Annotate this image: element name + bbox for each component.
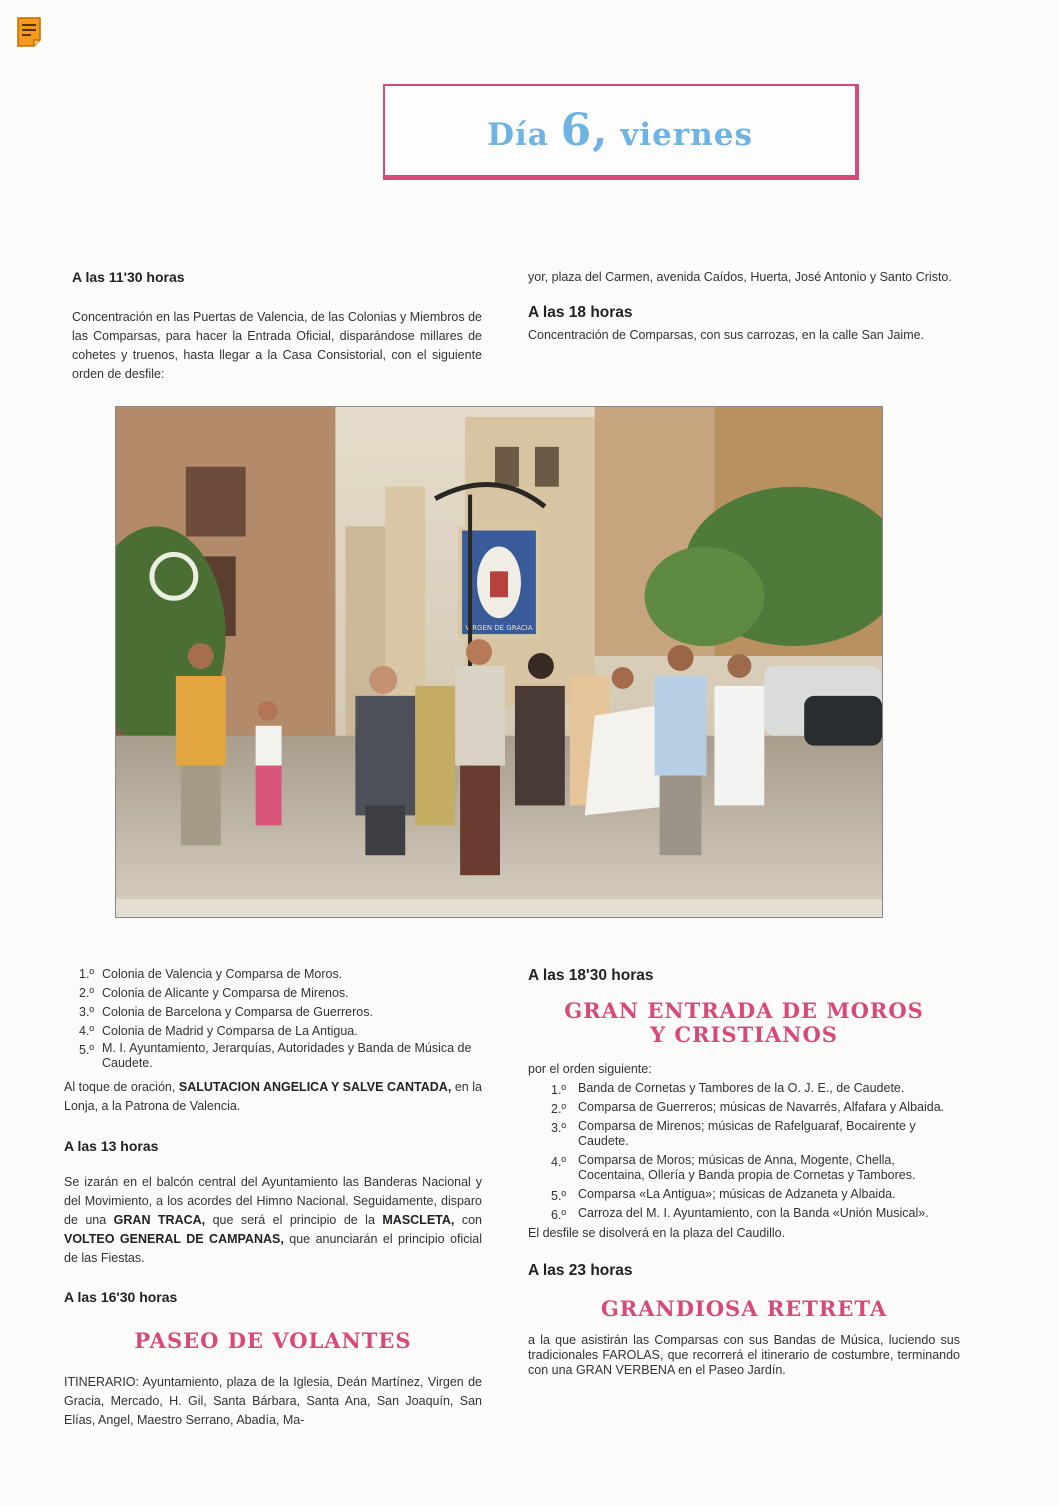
hour-23: A las 23 horas — [528, 1262, 633, 1279]
text-18: Concentración de Comparsas, con sus carrozas, en la calle San Jaime. — [528, 328, 925, 342]
document-icon[interactable] — [16, 16, 44, 48]
entrada-order-list — [528, 1081, 960, 1225]
hour-1830: A las 18'30 horas — [528, 967, 654, 984]
list-item: 6.º Carroza del M. I. Ayuntamiento, con la Banda «Unión Musical». — [551, 1206, 929, 1222]
itinerary-continuation: yor, plaza del Carmen, avenida Caídos, Huerta, José Antonio y Santo Cristo. — [528, 270, 952, 284]
title-box — [383, 84, 859, 180]
banner-text: VIRGEN DE GRACIA — [465, 624, 533, 633]
procession-photo — [115, 406, 883, 918]
closing-text: El desfile se disolverá en la plaza del Caudillo. — [528, 1226, 786, 1240]
list-item: 1.º Colonia de Valencia y Comparsa de Moros. — [79, 967, 343, 981]
angelus-text: Al toque de oración, SALUTACION ANGELICA Y SALVE CANTADA, en la Lonja, a la Patrona de Valencia. — [64, 1080, 482, 1113]
list-item: 4.º Colonia de Madrid y Comparsa de La Antigua. — [79, 1024, 358, 1038]
list-item: 1.º Banda de Cornetas y Tambores de la O. J. E., de Caudete. — [551, 1081, 905, 1097]
heading-grandiosa-retreta: GRANDIOSA RETRETA — [600, 1296, 888, 1321]
text-13: Se izarán en el balcón central del Ayuntamiento las Banderas Nacional y del Movimiento, a los acordes del Himno Nacional. Seguidamente, disparo de una GRAN TRACA, que será el principio de la MASCLETA, con VOLTEO GENERAL DE CAMPANAS, que anunciarán el principio oficial de las Fiestas. — [64, 1175, 483, 1265]
parade-order-list — [64, 965, 482, 1071]
title-day: viernes — [620, 117, 753, 153]
list-item: 3.º Colonia de Barcelona y Comparsa de Guerreros. — [79, 1005, 373, 1019]
itinerary-text: ITINERARIO: Ayuntamiento, plaza de la Iglesia, Deán Martínez, Virgen de Gracia, Mercado, H. Gil, Santa Bárbara, Santa Ana, San Joaquín, San Elías, Angel, Maestro Serrano, Abadía, Ma- — [64, 1375, 482, 1427]
section-parade-order — [64, 965, 482, 1430]
text-1130: Concentración en las Puertas de Valencia, de las Colonias y Miembros de las Comparsas, para hacer la Entrada Oficial, disparándose millares de cohetes y truenos, hasta llegar a la Casa Consistorial, con el siguiente orden de desfile: — [72, 310, 482, 381]
section-1130 — [64, 268, 482, 384]
heading-gran-entrada-2: Y CRISTIANOS — [650, 1022, 838, 1047]
list-item: 2.º Colonia de Alicante y Comparsa de Mirenos. — [79, 986, 349, 1000]
list-item: 5.º M. I. Ayuntamiento, Jerarquías, Autoridades y Banda de Música de Caudete. — [79, 1041, 472, 1070]
heading-paseo-volantes: PASEO DE VOLANTES — [134, 1328, 412, 1353]
heading-gran-entrada-1: GRAN ENTRADA DE MOROS — [564, 998, 924, 1023]
order-intro: por el orden siguiente: — [528, 1062, 652, 1076]
list-item: 2.º Comparsa de Guerreros; músicas de Navarrés, Alfafara y Albaida. — [551, 1100, 945, 1116]
hour-13: A las 13 horas — [64, 1138, 159, 1154]
hour-18: A las 18 horas — [528, 304, 633, 321]
list-item: 4.º Comparsa de Moros; músicas de Anna, Mogente, Chella, Cocentaina, Ollería y Banda propia de Cornetas y Tambores. — [551, 1153, 916, 1182]
section-right-top — [528, 268, 960, 345]
list-item: 5.º Comparsa «La Antigua»; músicas de Adzaneta y Albaida. — [551, 1187, 896, 1203]
section-1830 — [528, 966, 960, 1378]
hour-1130: A las 11'30 horas — [72, 269, 185, 285]
title-number: 6, — [560, 105, 609, 156]
page-title — [487, 105, 753, 156]
title-prefix: Día — [487, 117, 549, 153]
retreta-text: a la que asistirán las Comparsas con sus Bandas de Música, luciendo sus tradicionales FAROLAS, que recorrerá el itinerario de costumbre, terminando con una GRAN VERBENA en el Paseo Jardín. — [528, 1333, 960, 1377]
list-item: 3.º Comparsa de Mirenos; músicas de Rafelguaraf, Bocairente y Caudete. — [551, 1119, 916, 1148]
hour-1630: A las 16'30 horas — [64, 1289, 178, 1305]
